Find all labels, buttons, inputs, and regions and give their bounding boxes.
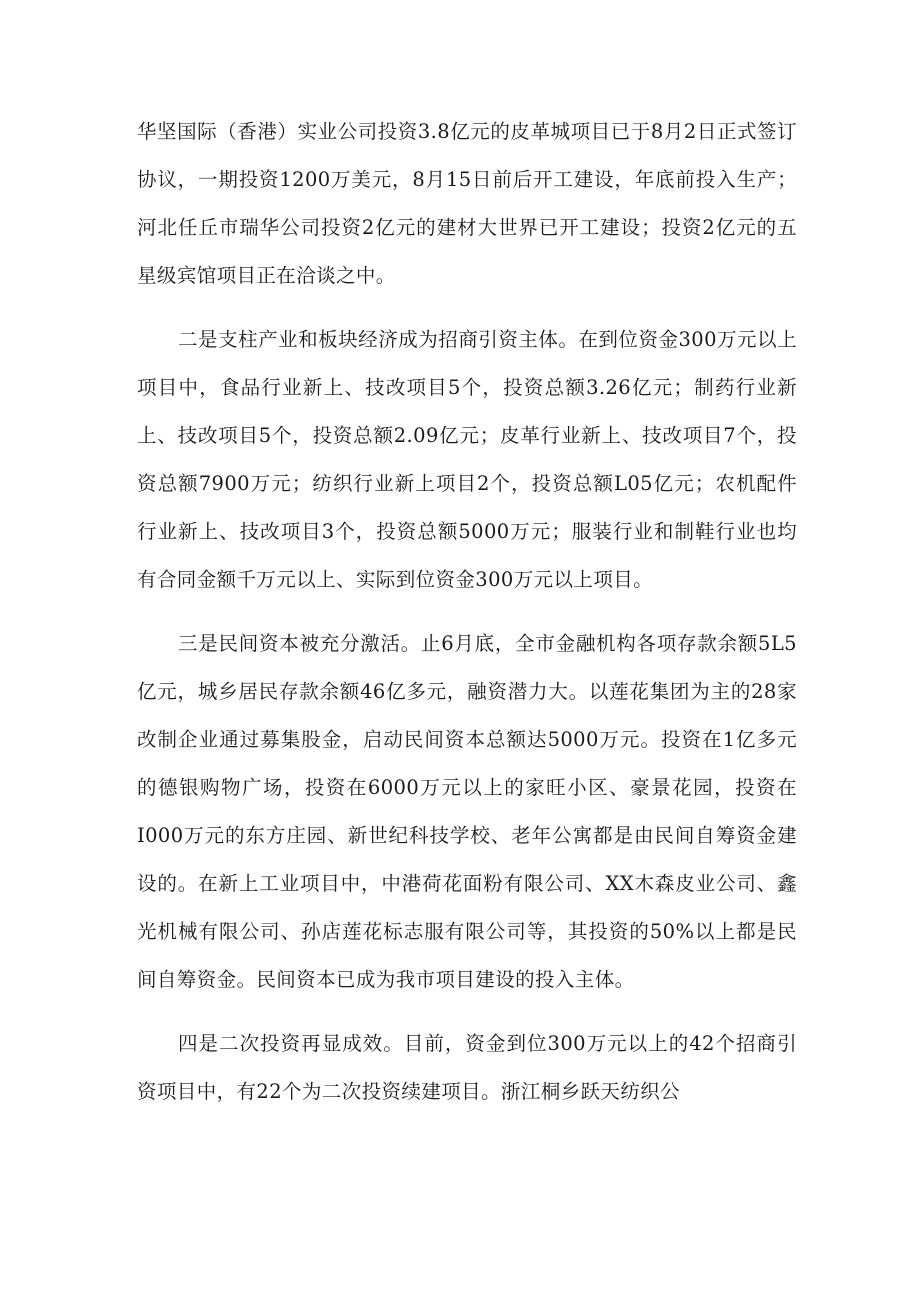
paragraph-private-capital: 三是民间资本被充分激活。止6月底，全市金融机构各项存款余额5L5亿元，城乡居民存款余额46亿多元，融资潜力大。以莲花集团为主的28家改制企业通过募集股金，启动民间资本总额达5000万元。投资在1亿多元的德银购物广场，投资在6000万元以上的家旺小区、豪景花园，投资在I000万元的东方庄园、新世纪科技学校、老年公寓都是由民间自筹资金建设的。在新上工业项目中，中港荷花面粉有限公司、XX木森皮业公司、鑫光机械有限公司、孙店莲花标志服有限公司等，其投资的50%以上都是民间自筹资金。民间资本已成为我市项目建设的投入主体。 [137,632,797,991]
paragraph-pillar-industries: 二是支柱产业和板块经济成为招商引资主体。在到位资金300万元以上项目中，食品行业新上、技改项目5个，投资总额3.26亿元；制药行业新上、技改项目5个，投资总额2.09亿元；皮革行业新上、技改项目7个，投资总额7900万元；纺织行业新上项目2个，投资总额L05亿元；农机配件行业新上、技改项目3个，投资总额5000万元；服装行业和制鞋行业也均有合同金额千万元以上、实际到位资金300万元以上项目。 [137,328,797,591]
paragraph-secondary-investment: 四是二次投资再显成效。目前，资金到位300万元以上的42个招商引资项目中，有22个为二次投资续建项目。浙江桐乡跃天纺织公 [137,1032,797,1103]
paragraph-continuation: 华坚国际（香港）实业公司投资3.8亿元的皮革城项目已于8月2日正式签订协议，一期投资1200万美元，8月15日前后开工建设，年底前投入生产；河北任丘市瑞华公司投资2亿元的建材大世界已开工建设；投资2亿元的五星级宾馆项目正在洽谈之中。 [137,120,797,287]
document-page [137,108,797,1116]
